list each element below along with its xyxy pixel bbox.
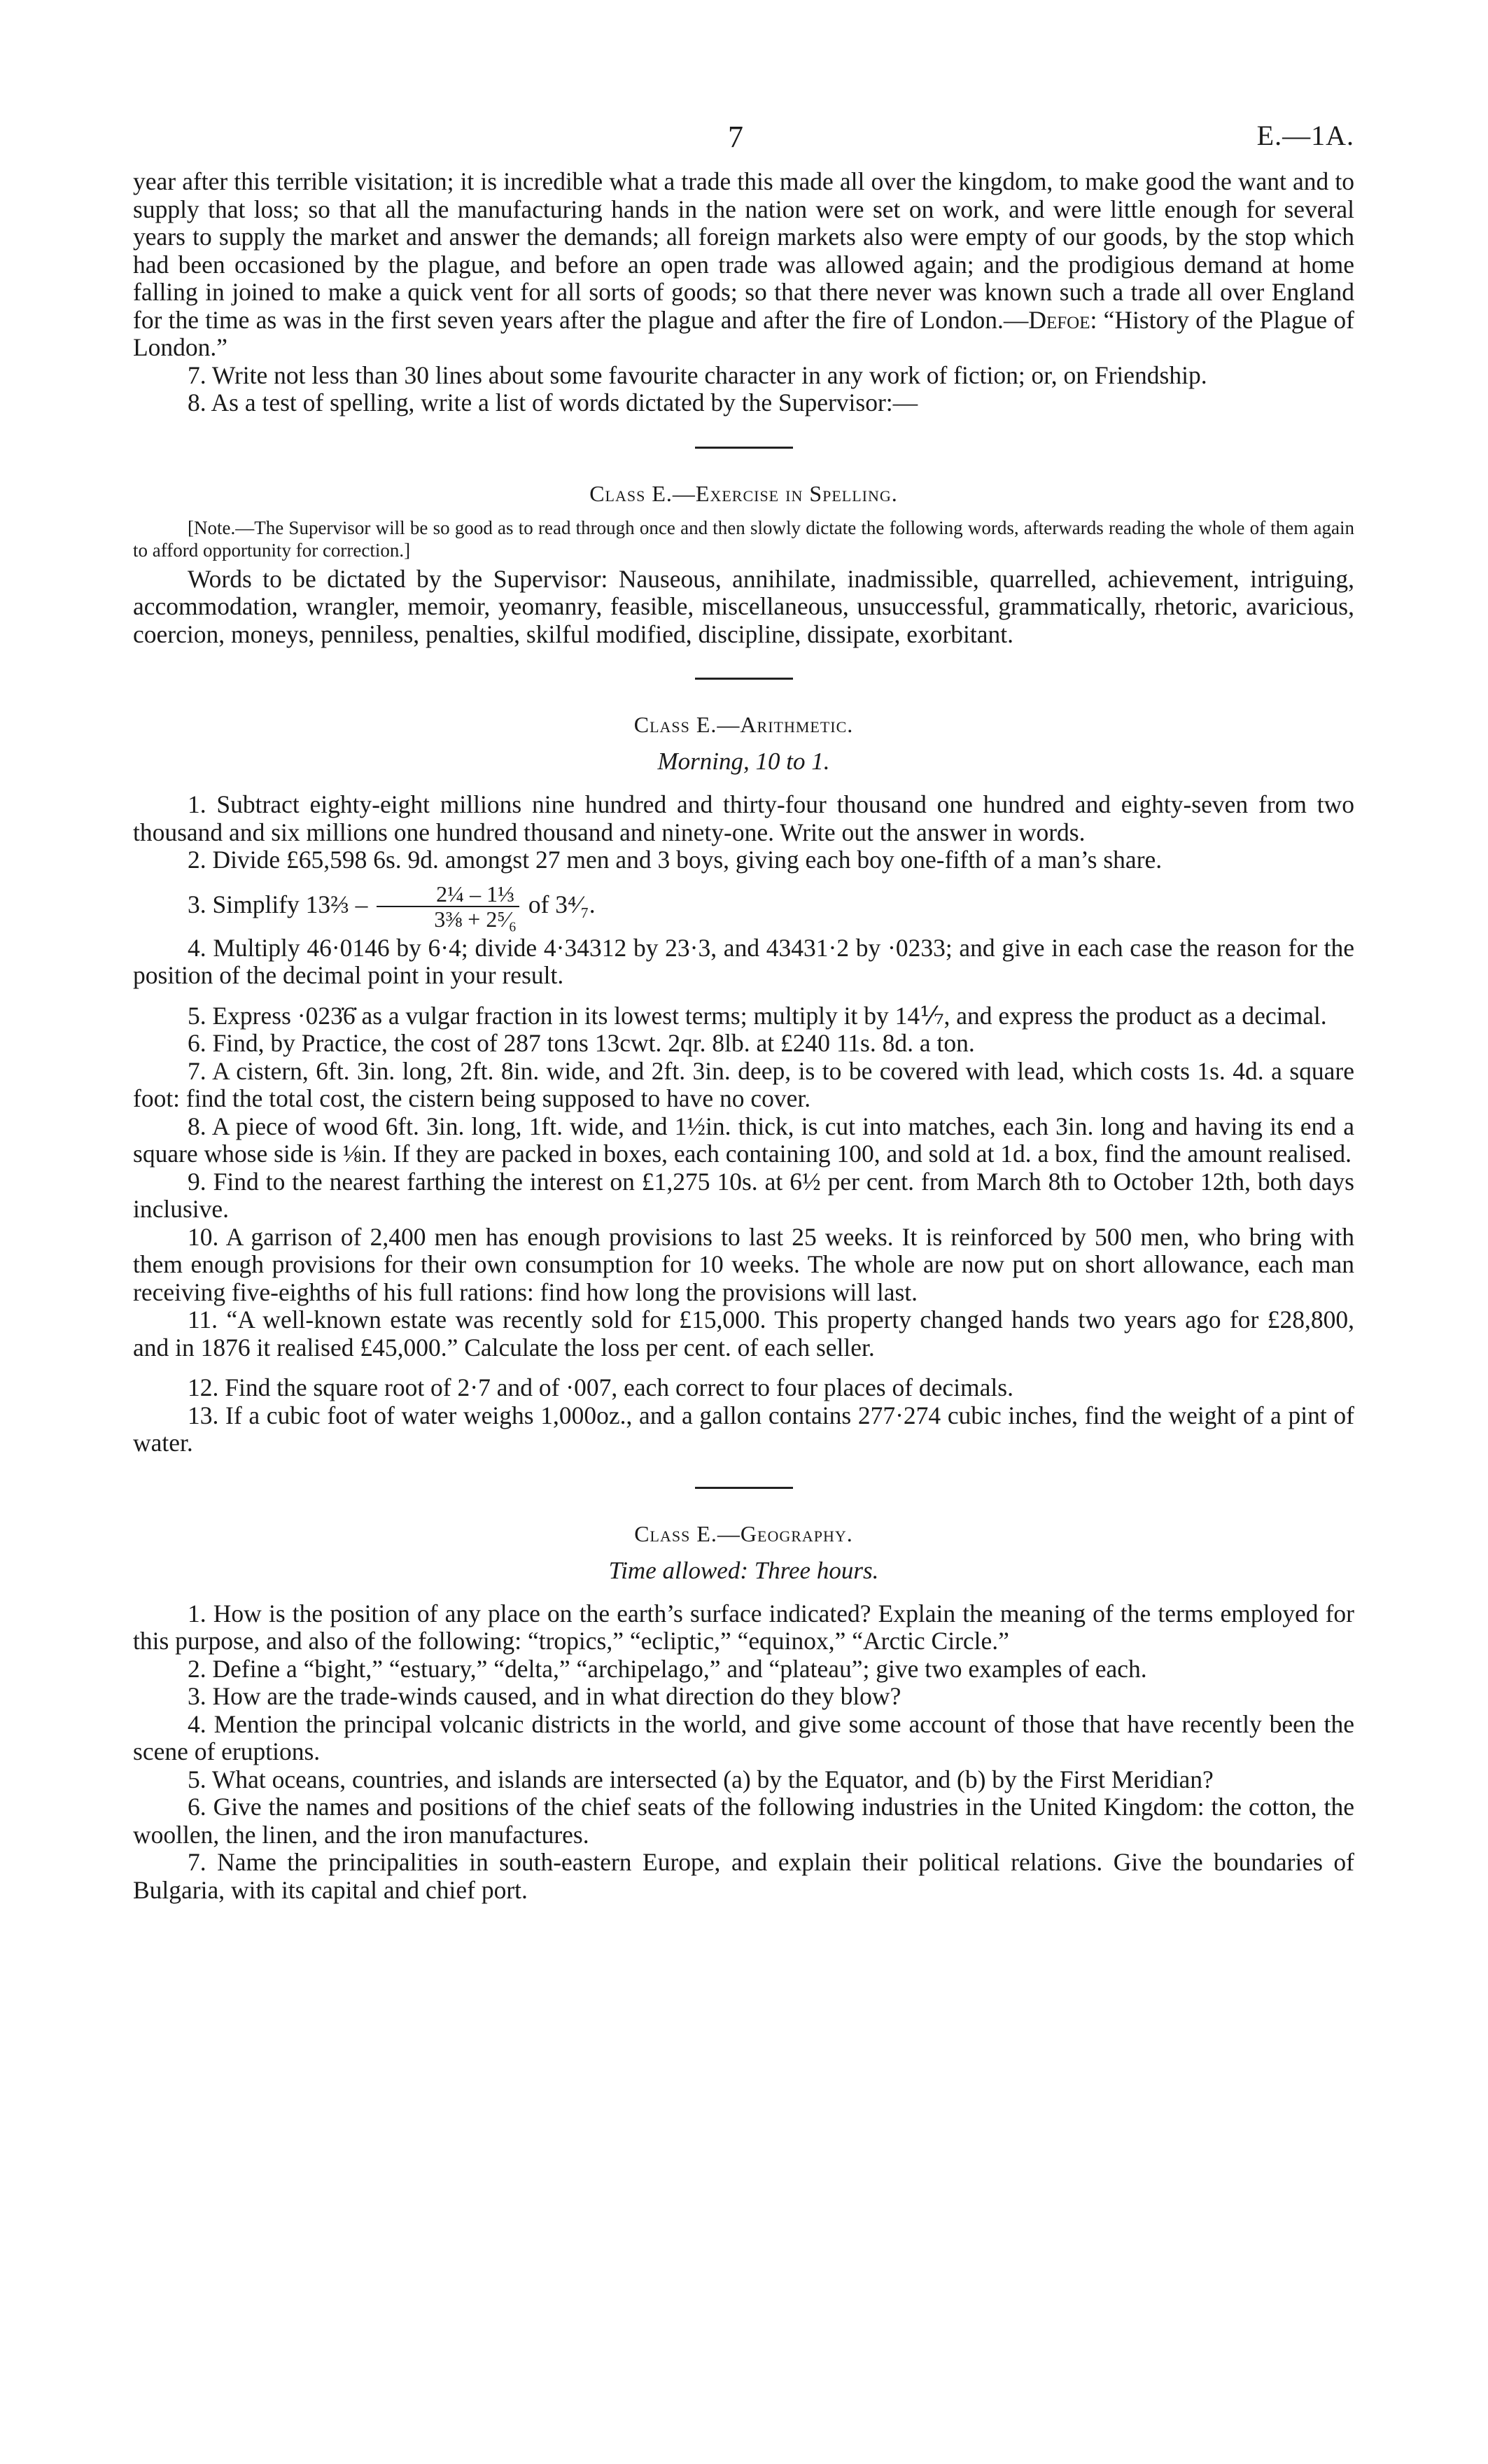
section-divider xyxy=(695,447,793,449)
arithmetic-time: Morning, 10 to 1. xyxy=(657,748,830,775)
intro-passage: year after this terrible visitation; it is incredible what a trade this made all over the kingdom, to make good the want and to supply that loss; so that all the manufacturing hands in the nation were set on work, and were little enough for several years to supply the market and answer the demands; all foreign markets also were empty of our goods, by the stop which had been occasioned by the plague, and before an open trade was allowed again; and the prodigious demand at home falling in joined to make a quick vent for all sorts of goods; so that there never was known such a trade all over England for the time as was in the first seven years after the plague and after the fire of London.—Defoe: “History of the Plague of London.” xyxy=(133,167,1354,361)
quote-source: : “History of the Plague of London.” xyxy=(133,305,1354,361)
intro-question-8: 8. As a test of spelling, write a list of words dictated by the Supervisor:— xyxy=(188,388,918,416)
geography-question-7: 7. Name the principalities in south-eastern Europe, and explain their political relations. Give the boundaries of Bulgaria, with its capital and chief port. xyxy=(133,1848,1354,1904)
geography-section-title: Class E.—Geography. xyxy=(634,1520,853,1546)
arithmetic-question-12: 12. Find the square root of 2·7 and of ·007, each correct to four places of decimals. xyxy=(188,1373,1013,1401)
arithmetic-question-4: 4. Multiply 46·0146 by 6·4; divide 4·34312 by 23·3, and 43431·2 by ·0233; and give in each case the reason for the position of the decimal point in your result. xyxy=(133,933,1354,989)
q3-denominator: 3⅜ + 2⁵⁄₆ xyxy=(434,906,517,932)
geography-question-6: 6. Give the names and positions of the chief seats of the following industries in the United Kingdom: the cotton, the woollen, the linen, and the iron manufactures. xyxy=(133,1793,1354,1849)
section-divider xyxy=(695,1487,793,1489)
page-header xyxy=(133,105,1354,168)
arithmetic-question-11: 11. “A well-known estate was recently sold for £15,000. This property changed hands two years ago for £28,800, and in 1876 it realised £45,000.” Calculate the loss per cent. of each seller. xyxy=(133,1306,1354,1362)
q3-numerator: 2¼ – 1⅓ xyxy=(377,882,519,907)
arithmetic-question-6: 6. Find, by Practice, the cost of 287 tons 13cwt. 2qr. 8lb. at £240 11s. 8d. a ton. xyxy=(188,1029,975,1057)
spelling-section-title: Class E.—Exercise in Spelling. xyxy=(589,480,898,506)
geography-time: Time allowed: Three hours. xyxy=(608,1556,879,1584)
arithmetic-question-1: 1. Subtract eighty-eight millions nine hundred and thirty-four thousand one hundred and eighty-seven from two thousand and six millions one hundred thousand and ninety-one. Write out the answer in words. xyxy=(133,790,1354,846)
intro-question-7: 7. Write not less than 30 lines about some favourite character in any work of fiction; or, on Friendship. xyxy=(188,360,1207,389)
geography-question-1: 1. How is the position of any place on the earth’s surface indicated? Explain the meaning of the terms employed for this purpose, and also of the following: “tropics,” “ecliptic,” “equinox,” “Arctic Circle.” xyxy=(133,1599,1354,1655)
arithmetic-question-3 xyxy=(133,874,1354,934)
quote-author: Defoe xyxy=(1028,305,1090,334)
arithmetic-question-13: 13. If a cubic foot of water weighs 1,000oz., and a gallon contains 277·274 cubic inches, find the weight of a pint of water. xyxy=(133,1401,1354,1457)
arithmetic-question-10: 10. A garrison of 2,400 men has enough provisions to last 25 weeks. It is reinforced by 500 men, who bring with them enough provisions for their own consumption for 10 weeks. The whole are now put on short allowance, each man receiving five-eighths of his full rations: find how long the provisions will last. xyxy=(133,1222,1354,1306)
q3-prefix: 3. Simplify 13⅔ – xyxy=(188,890,368,918)
document-page xyxy=(133,105,1354,1904)
geography-question-3: 3. How are the trade-winds caused, and in what direction do they blow? xyxy=(188,1682,901,1710)
arithmetic-question-9: 9. Find to the nearest farthing the interest on £1,275 10s. at 6½ per cent. from March 8th to October 12th, both days inclusive. xyxy=(133,1167,1354,1223)
spelling-note: [Note.—The Supervisor will be so good as to read through once and then slowly dictate the following words, afterwards reading the whole of them again to afford opportunity for correction.] xyxy=(133,517,1354,561)
arithmetic-section-title: Class E.—Arithmetic. xyxy=(633,712,854,737)
arithmetic-question-2: 2. Divide £65,598 6s. 9d. amongst 27 men and 3 boys, giving each boy one-fifth of a man’s share. xyxy=(188,846,1163,874)
page-number: 7 xyxy=(728,120,743,154)
arithmetic-question-7: 7. A cistern, 6ft. 3in. long, 2ft. 8in. wide, and 2ft. 3in. deep, is to be covered with lead, which costs 1s. 4d. a square foot: find the total cost, the cistern being supposed to have no cover. xyxy=(133,1056,1354,1112)
geography-question-5: 5. What oceans, countries, and islands are intersected (a) by the Equator, and (b) by the First Meridian? xyxy=(188,1765,1214,1793)
q3-suffix: of 3⁴⁄₇. xyxy=(528,890,596,918)
geography-question-2: 2. Define a “bight,” “estuary,” “delta,” “archipelago,” and “plateau”; give two examples of each. xyxy=(188,1654,1147,1683)
arithmetic-question-5: 5. Express ·023̇6̇ as a vulgar fraction in its lowest terms; multiply it by 14⅐, and express the product as a decimal. xyxy=(188,1001,1327,1030)
spelling-word-list: Words to be dictated by the Supervisor: Nauseous, annihilate, inadmissible, quarrelled, achievement, intriguing, accommodation, wrangler, memoir, yeomanry, feasible, miscellaneous, unsuccessful, grammatically, rhetoric, avaricious, coercion, moneys, penniless, penalties, skilful modified, discipline, dissipate, exorbitant. xyxy=(133,564,1354,648)
q3-fraction xyxy=(377,882,519,931)
section-divider xyxy=(695,678,793,680)
geography-question-4: 4. Mention the principal volcanic districts in the world, and give some account of those that have recently been the scene of eruptions. xyxy=(133,1709,1354,1765)
document-code: E.—1A. xyxy=(1256,120,1354,151)
arithmetic-question-8: 8. A piece of wood 6ft. 3in. long, 1ft. wide, and 1½in. thick, is cut into matches, each 3in. long and having its end a square whose side is ⅛in. If they are packed in boxes, each containing 100, and sold at 1d. a box, find the amount realised. xyxy=(133,1112,1354,1168)
